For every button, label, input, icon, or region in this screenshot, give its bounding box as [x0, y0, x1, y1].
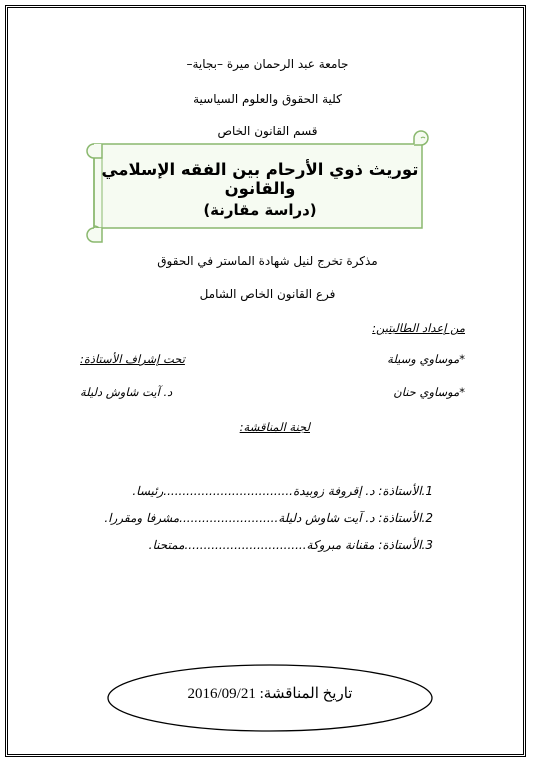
thesis-branch: فرع القانون الخاص الشامل	[199, 287, 336, 301]
students-heading: من إعداد الطالبتين:	[372, 321, 465, 335]
university-name: جامعة عبد الرحمان ميرة –بجاية–	[186, 57, 349, 71]
thesis-purpose: مذكرة تخرج لنيل شهادة الماستر في الحقوق	[157, 254, 378, 268]
thesis-title: توريث ذوي الأرحام بين الفقه الإسلامي والقانون	[101, 160, 419, 198]
student-name: *موساوي وسيلة	[387, 352, 465, 366]
defense-date: تاريخ المناقشة: 2016/09/21	[187, 686, 353, 702]
faculty-name: كلية الحقوق والعلوم السياسية	[193, 92, 342, 106]
committee-member: 2.الأستاذة: د. آيت شاوش دليلة..........................مشرفا ومقررا.	[104, 511, 433, 525]
department-name: قسم القانون الخاص	[217, 124, 318, 138]
supervisor-heading: تحت إشراف الأستاذة:	[80, 352, 185, 366]
page-border	[5, 5, 526, 757]
committee-member: 3.الأستاذة: مقنانة مبروكة................................ممتحنا.	[148, 538, 433, 552]
supervisor-name: د. آيت شاوش دليلة	[80, 385, 173, 399]
committee-heading: لجنة المناقشة:	[239, 420, 310, 434]
committee-member: 1.الأستاذة: د. إقروفة زوبيدة..................................رئيسا.	[132, 484, 433, 498]
thesis-subtitle: (دراسة مقارنة)	[203, 201, 317, 219]
student-name: *موساوي حنان	[393, 385, 465, 399]
